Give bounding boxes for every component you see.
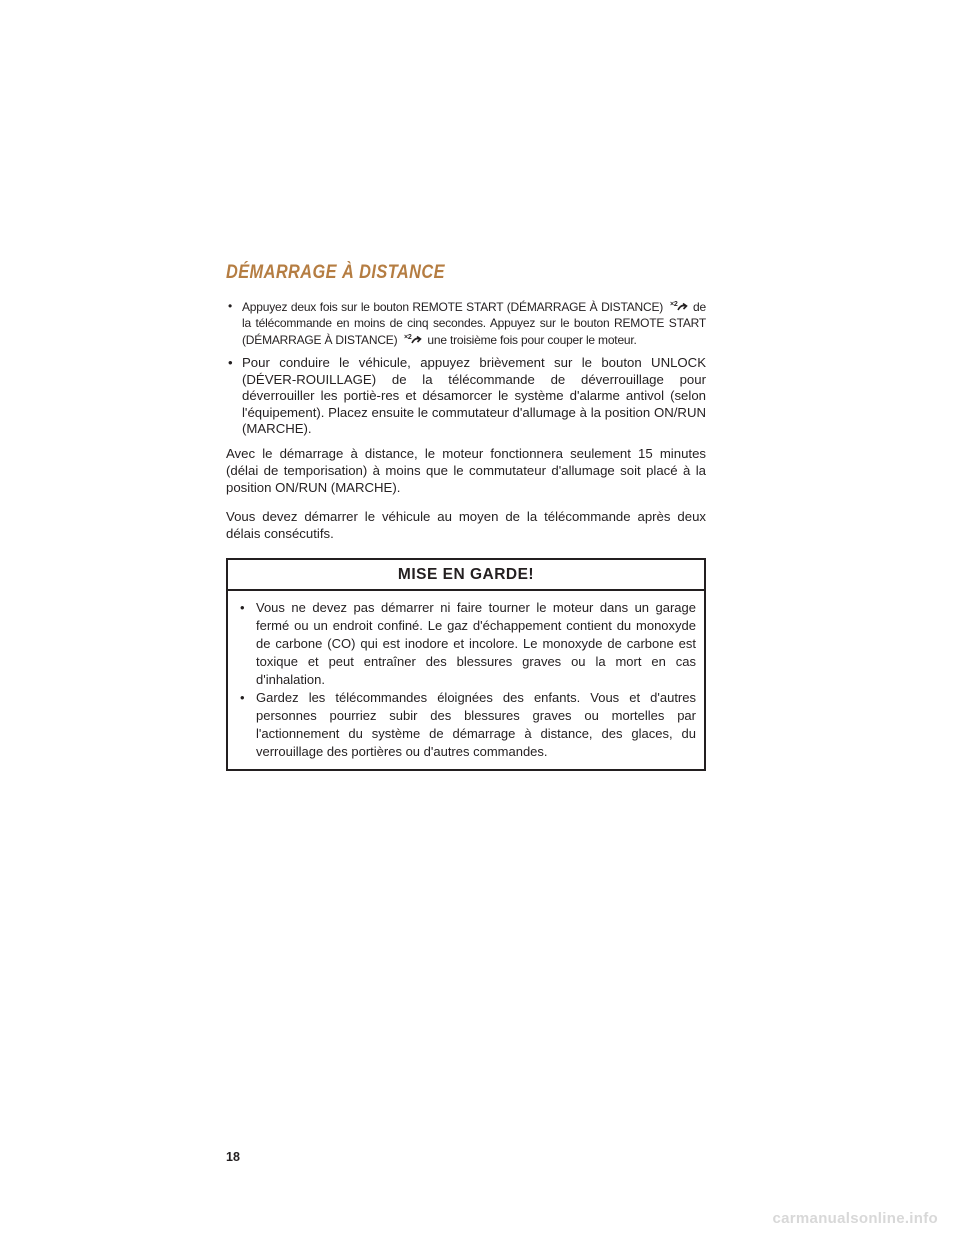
bullet-text: Appuyez deux fois sur le bouton REMOTE START (DÉMARRAGE À DISTANCE) — [242, 300, 664, 314]
remote-start-icon — [403, 331, 423, 347]
list-item — [226, 298, 706, 348]
page-number: 18 — [226, 1150, 240, 1164]
bullet-text: une troisième fois pour couper le moteur. — [427, 333, 637, 347]
warning-item: • Gardez les télécommandes éloignées des enfants. Vous et d'autres personnes pourriez subir des blessures graves ou mortelles par l'actionnement du système de démarrage à distance, des glaces, du verrouillage des portières ou d'autres commandes. — [236, 689, 696, 761]
bullet-text: de la télécommande en moins de cinq secondes. Appuyez sur le bouton REMOTE START (DÉMARRAGE À DISTANCE) — [242, 300, 706, 347]
warning-box — [226, 558, 706, 771]
remote-start-icon — [669, 298, 689, 314]
warning-list — [236, 599, 696, 761]
section-title: DÉMARRAGE À DISTANCE — [226, 262, 445, 283]
bullet-text: Pour conduire le véhicule, appuyez brièvement sur le bouton UNLOCK (DÉVER-ROUILLAGE) de la télécommande de déverrouillage pour déverrouiller les portiè-res et désamorcer le système d'alarme antivol (selon l'équipement). Placez ensuite le commutateur d'allumage à la position ON/RUN (MARCHE). — [242, 355, 706, 436]
body-paragraph: Vous devez démarrer le véhicule au moyen de la télécommande après deux délais consécutifs. — [226, 508, 706, 541]
body-paragraph: Avec le démarrage à distance, le moteur fonctionnera seulement 15 minutes (délai de temporisation) à moins que le commutateur d'allumage soit placé à la position ON/RUN (MARCHE). — [226, 445, 706, 495]
list-item — [226, 355, 706, 438]
warning-title: MISE EN GARDE! — [228, 560, 704, 591]
warning-body — [228, 591, 704, 769]
page-content — [226, 262, 706, 771]
watermark-link[interactable]: carmanualsonline.info — [772, 1210, 938, 1227]
svg-text:×2: ×2 — [404, 334, 412, 341]
svg-text:×2: ×2 — [670, 301, 678, 308]
instruction-list — [226, 298, 706, 438]
warning-item: • Vous ne devez pas démarrer ni faire tourner le moteur dans un garage fermé ou un endroit confiné. Le gaz d'échappement contient du monoxyde de carbone (CO) qui est inodore et incolore. Le monoxyde de carbone est toxique et peut entraîner des blessures graves ou la mort en cas d'inhalation. — [236, 599, 696, 689]
